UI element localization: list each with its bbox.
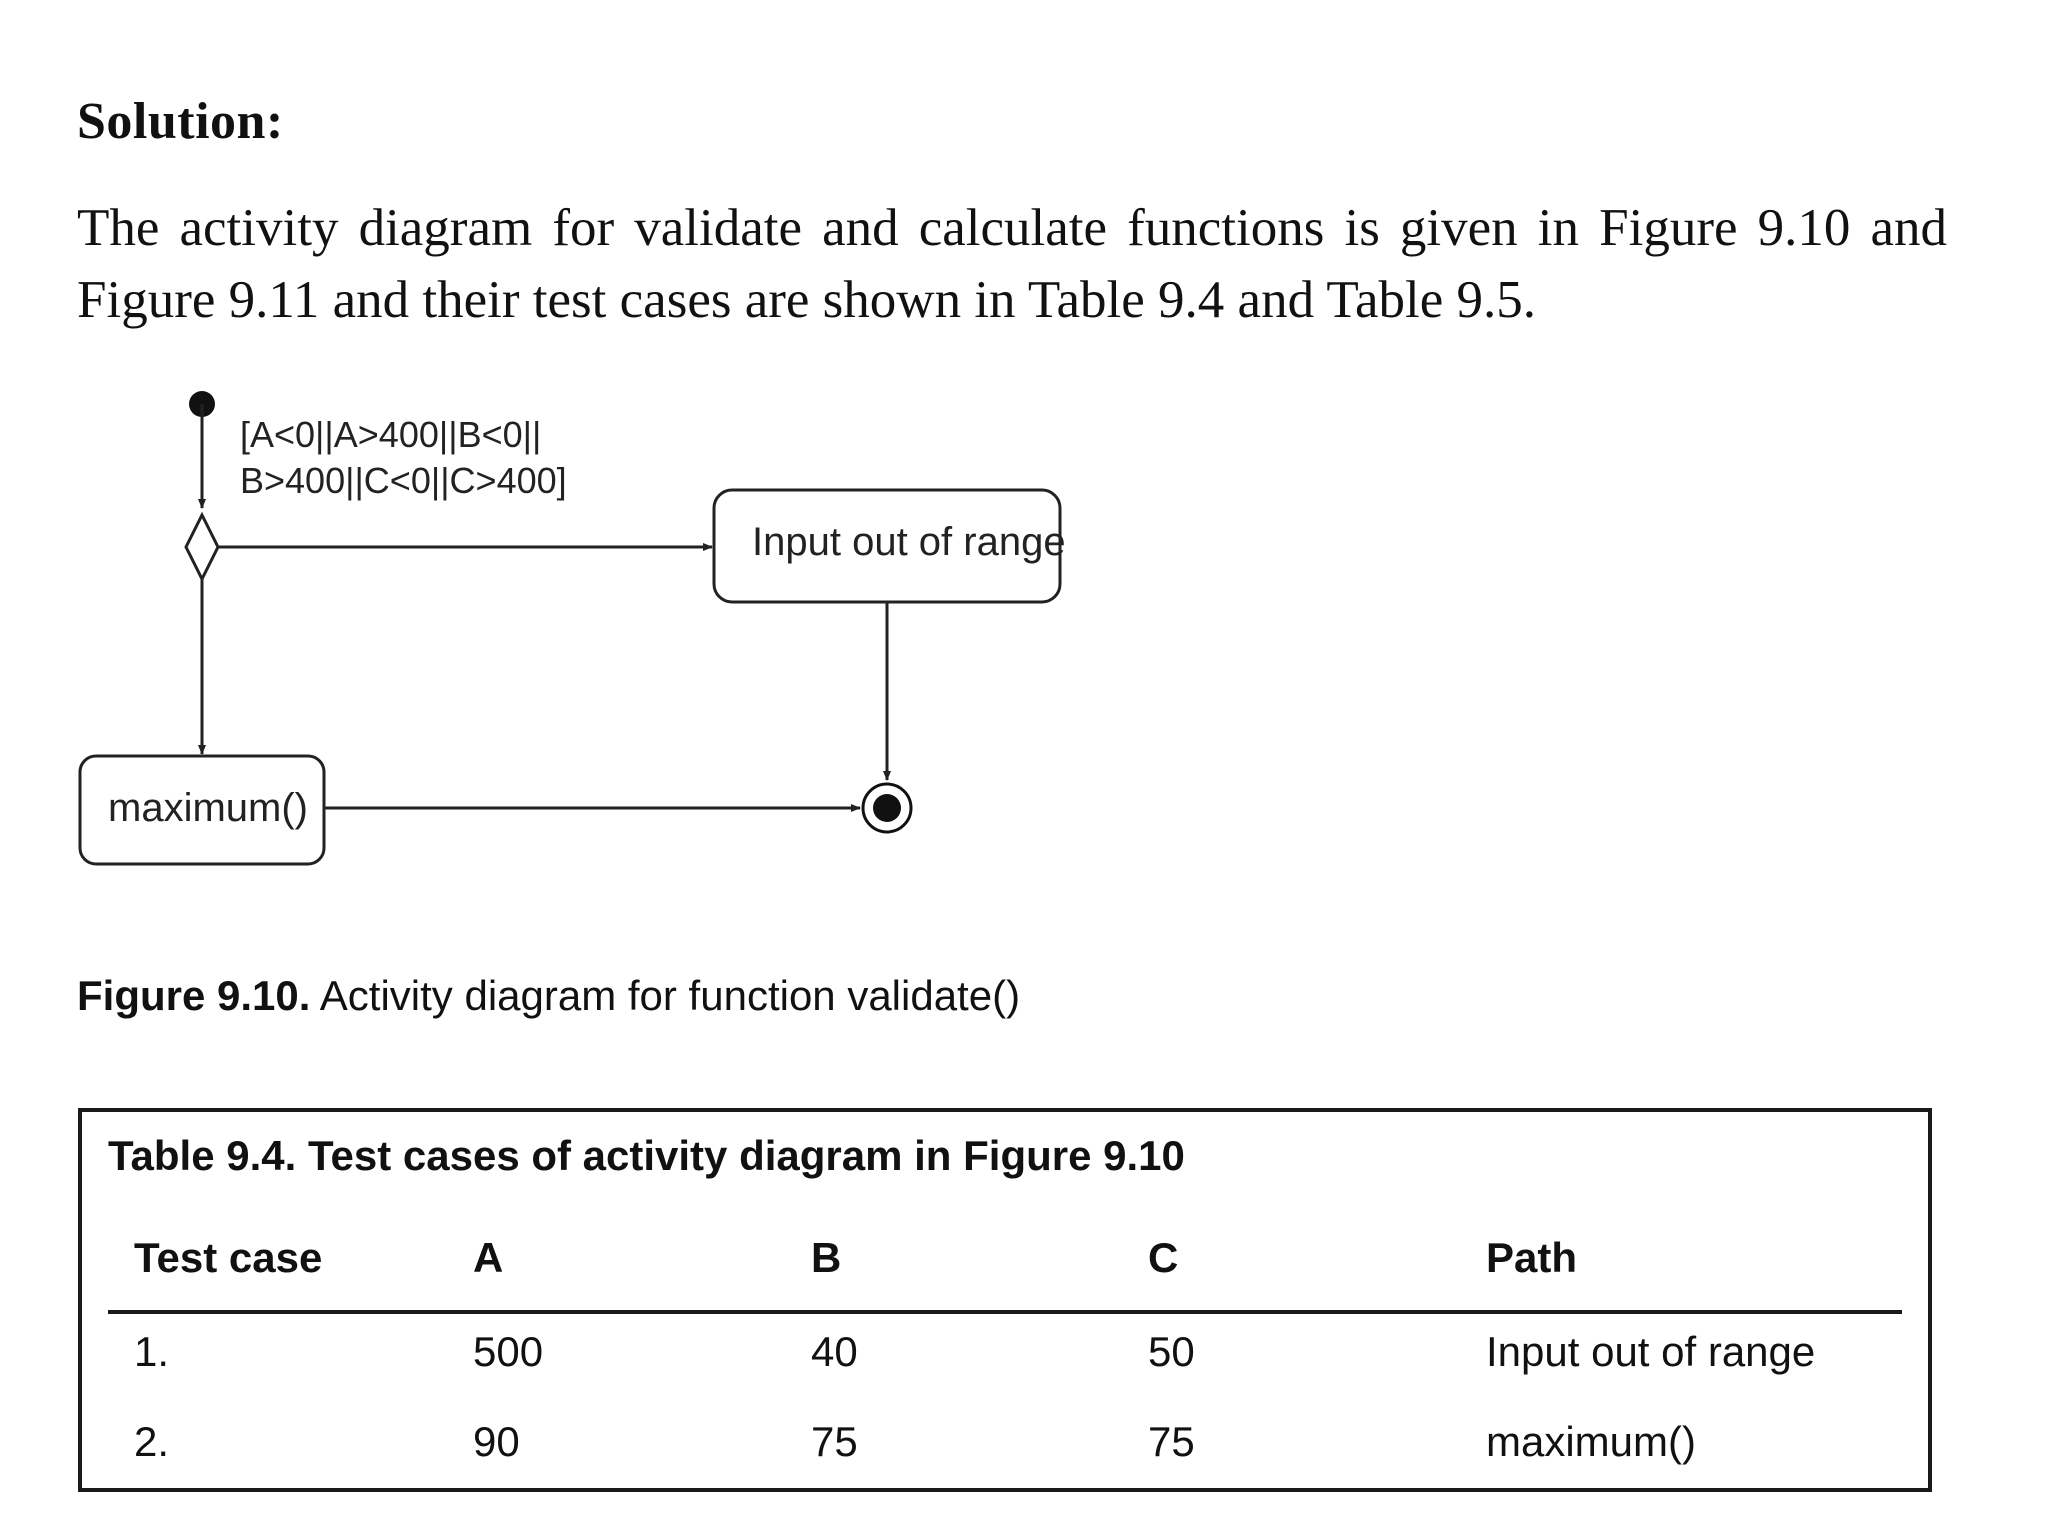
figure-caption-text: Activity diagram for function validate() <box>319 972 1021 1019</box>
row2-c: 75 <box>1148 1418 1195 1465</box>
row1-a: 500 <box>473 1328 544 1375</box>
row2-b: 75 <box>811 1418 858 1465</box>
decision-node <box>186 515 218 579</box>
node-out-of-range: Input out of range <box>752 520 1066 564</box>
row1-b: 40 <box>811 1328 858 1375</box>
figure-caption <box>77 972 1020 1020</box>
test-cases-table <box>78 1108 1932 1492</box>
solution-heading: Solution: <box>77 93 284 150</box>
row2-test-case: 2. <box>134 1418 170 1465</box>
row1-path: Input out of range <box>1486 1328 1816 1375</box>
header-path: Path <box>1486 1234 1578 1281</box>
header-test-case: Test case <box>134 1234 323 1281</box>
row1-c: 50 <box>1148 1328 1195 1375</box>
header-b: B <box>811 1234 842 1281</box>
guard-line-1: [A<0||A>400||B<0|| <box>240 414 542 455</box>
header-rule <box>108 1310 1902 1314</box>
row2-path: maximum() <box>1486 1418 1696 1465</box>
figure-label: Figure 9.10. <box>77 972 311 1019</box>
header-a: A <box>473 1234 504 1281</box>
intro-paragraph: The activity diagram for validate and calculate functions is given in Figure 9.10 and Figure 9.11 and their test cases are shown in Table 9.4 and Table 9.5. <box>77 199 1947 329</box>
row2-a: 90 <box>473 1418 520 1465</box>
guard-condition <box>240 412 567 504</box>
header-c: C <box>1148 1234 1179 1281</box>
guard-line-2: B>400||C<0||C>400] <box>240 460 567 501</box>
final-node-dot <box>873 794 901 822</box>
row1-test-case: 1. <box>134 1328 170 1375</box>
table-title: Table 9.4. Test cases of activity diagram in Figure 9.10 <box>108 1132 1185 1179</box>
node-maximum: maximum() <box>108 786 308 830</box>
